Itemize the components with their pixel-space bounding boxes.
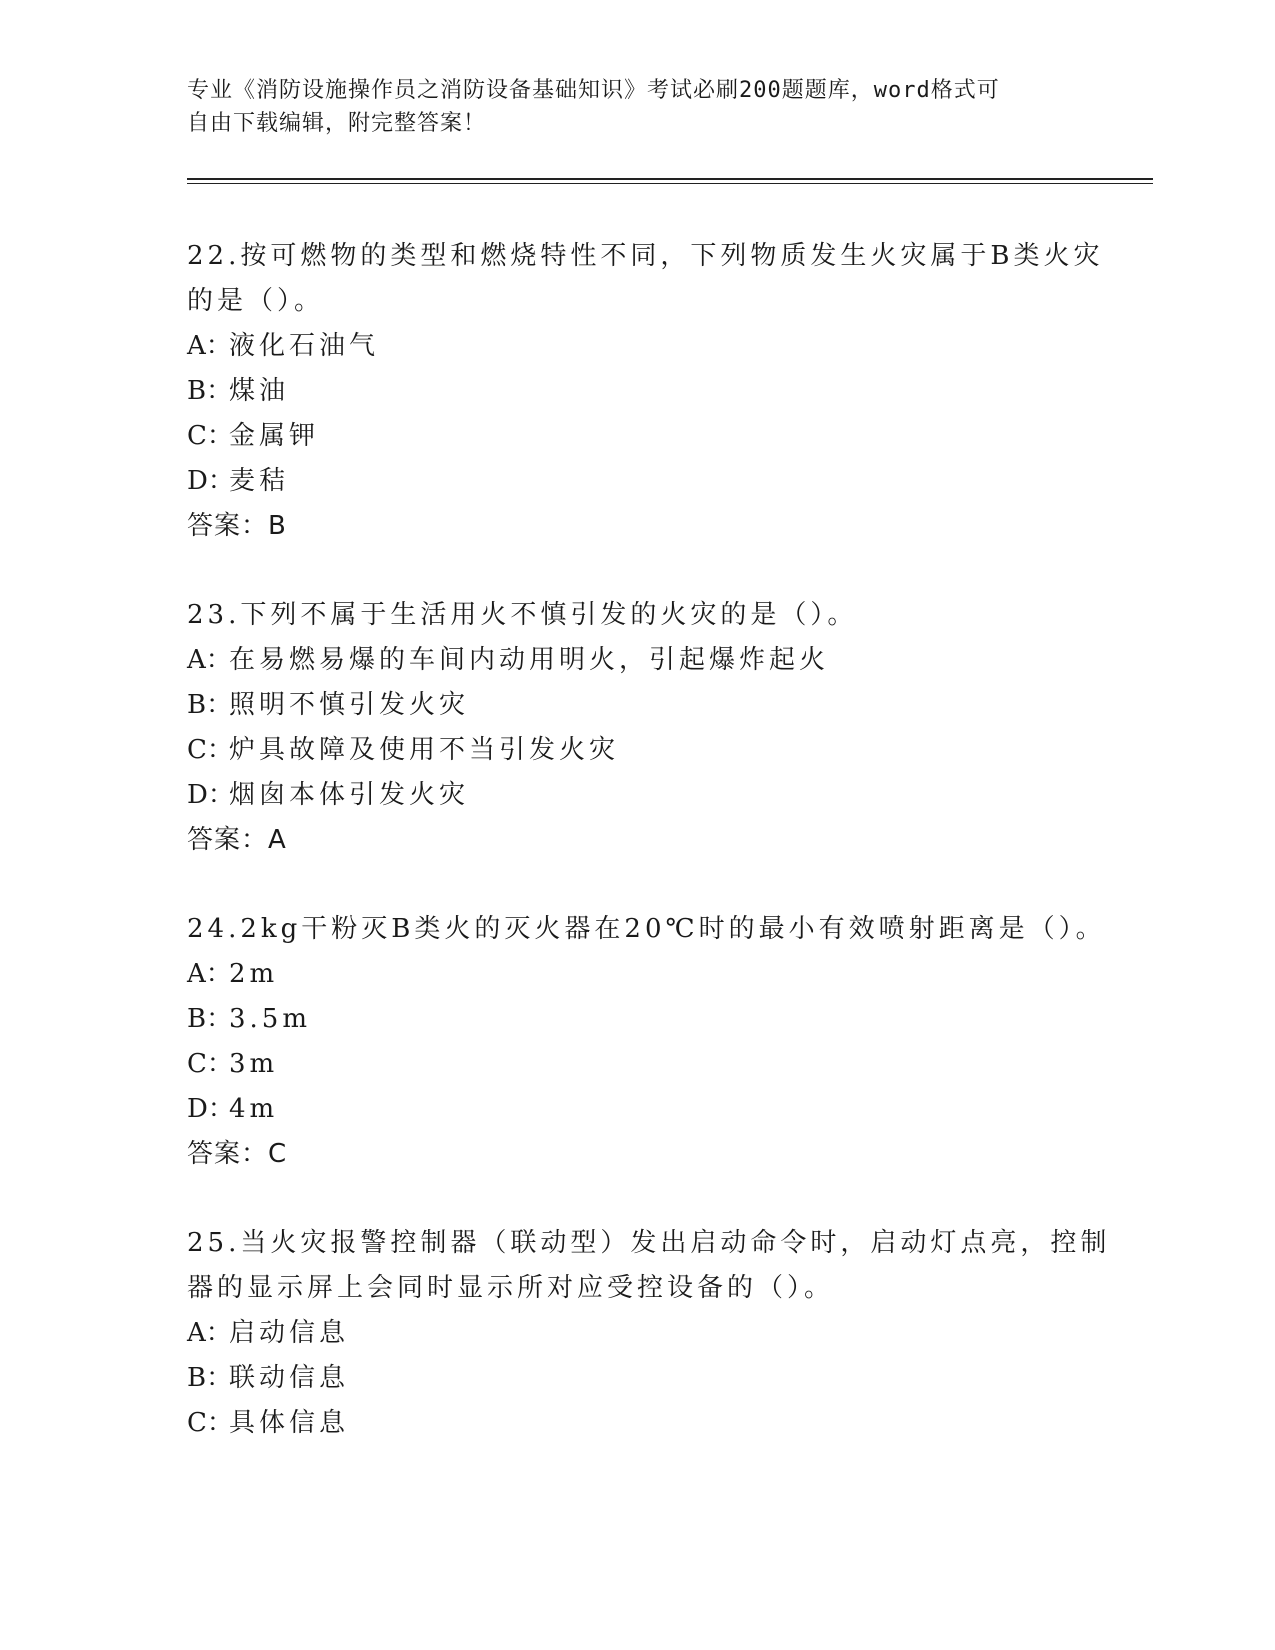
option-letter: D： xyxy=(187,780,234,810)
option-letter: C： xyxy=(187,1049,233,1079)
option-letter: A： xyxy=(187,331,232,361)
header-line-1: 专业《消防设施操作员之消防设备基础知识》考试必刷200题题库，word格式可 xyxy=(187,78,1000,103)
header-line-2: 自由下载编辑，附完整答案！ xyxy=(187,111,487,136)
question-stem xyxy=(187,593,1087,638)
option-c xyxy=(187,1401,1087,1446)
option-letter: B： xyxy=(187,1004,233,1034)
option-text: 3.5m xyxy=(229,1004,312,1034)
answer-line: 答案：A xyxy=(187,825,287,855)
question-25 xyxy=(187,1221,1111,1446)
option-text: 具体信息 xyxy=(229,1408,350,1438)
option-c xyxy=(187,1042,1087,1087)
option-text: 烟囱本体引发火灾 xyxy=(229,780,470,810)
option-c xyxy=(187,728,1087,773)
question-stem xyxy=(187,1221,1111,1311)
option-text: 煤油 xyxy=(229,376,290,406)
option-text: 麦秸 xyxy=(229,466,290,496)
option-letter: B： xyxy=(187,376,233,406)
question-stem xyxy=(187,907,1106,952)
option-letter: C： xyxy=(187,1408,233,1438)
option-letter: A： xyxy=(187,959,232,989)
question-stem-line: 23.下列不属于生活用火不慎引发的火灾的是（）。 xyxy=(187,600,858,630)
option-a xyxy=(187,324,1087,369)
option-text: 在易燃易爆的车间内动用明火，引起爆炸起火 xyxy=(229,645,830,675)
header-divider-thick xyxy=(187,178,1153,180)
header-divider-thin xyxy=(187,183,1153,184)
option-d xyxy=(187,1087,1087,1132)
option-letter: C： xyxy=(187,735,233,765)
document-header xyxy=(187,74,1067,140)
option-b xyxy=(187,369,1087,414)
option-b xyxy=(187,683,1087,728)
option-text: 启动信息 xyxy=(229,1318,350,1348)
option-letter: B： xyxy=(187,690,233,720)
answer-line: 答案：C xyxy=(187,1139,288,1169)
option-text: 联动信息 xyxy=(229,1363,350,1393)
option-letter: D： xyxy=(187,466,234,496)
option-letter: C： xyxy=(187,421,233,451)
option-letter: A： xyxy=(187,645,232,675)
question-22 xyxy=(187,234,1104,549)
question-stem xyxy=(187,234,1104,324)
option-b xyxy=(187,1356,1087,1401)
option-text: 3m xyxy=(229,1049,279,1079)
option-a xyxy=(187,1311,1087,1356)
option-text: 4m xyxy=(229,1094,279,1124)
option-text: 金属钾 xyxy=(229,421,320,451)
option-c xyxy=(187,414,1087,459)
option-letter: B： xyxy=(187,1363,233,1393)
option-text: 2m xyxy=(229,959,279,989)
question-stem-line: 22.按可燃物的类型和燃烧特性不同，下列物质发生火灾属于B类火灾 xyxy=(187,241,1104,271)
answer-line: 答案：B xyxy=(187,511,287,541)
option-letter: D： xyxy=(187,1094,234,1124)
option-d xyxy=(187,459,1087,504)
question-list xyxy=(187,234,1111,1490)
question-stem-line: 25.当火灾报警控制器（联动型）发出启动命令时，启动灯点亮，控制 xyxy=(187,1228,1111,1258)
option-letter: A： xyxy=(187,1318,232,1348)
question-stem-line: 24.2kg干粉灭B类火的灭火器在20℃时的最小有效喷射距离是（）。 xyxy=(187,914,1106,944)
option-b xyxy=(187,997,1087,1042)
option-a xyxy=(187,638,1087,683)
option-a xyxy=(187,952,1087,997)
question-stem-line: 器的显示屏上会同时显示所对应受控设备的（）。 xyxy=(187,1273,835,1303)
option-text: 照明不慎引发火灾 xyxy=(229,690,470,720)
option-text: 液化石油气 xyxy=(229,331,380,361)
question-24 xyxy=(187,907,1106,1177)
option-text: 炉具故障及使用不当引发火灾 xyxy=(229,735,620,765)
question-23 xyxy=(187,593,1087,863)
option-d xyxy=(187,773,1087,818)
question-stem-line: 的是（）。 xyxy=(187,286,325,316)
